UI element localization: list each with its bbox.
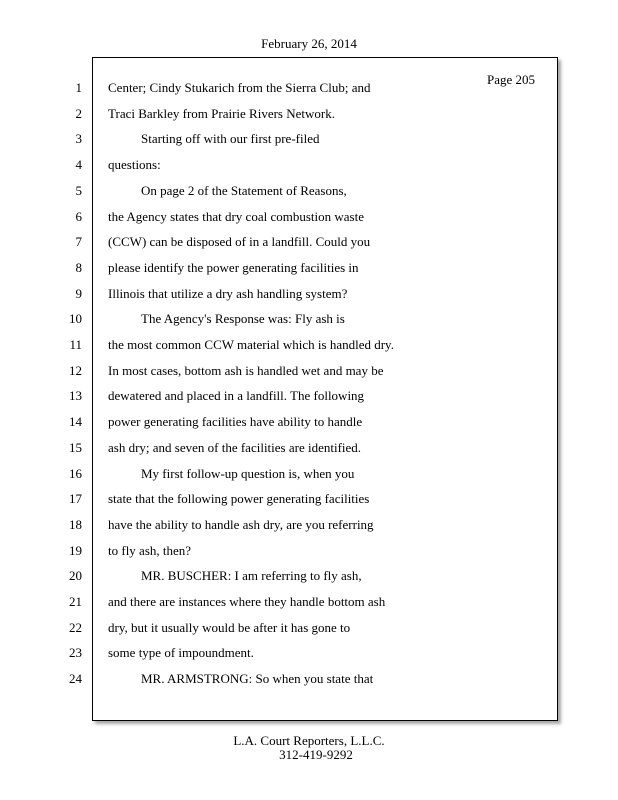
line-number: 16 bbox=[69, 465, 82, 481]
line-number: 19 bbox=[69, 542, 82, 558]
line-text: power generating facilities have ability to handle bbox=[108, 414, 363, 430]
transcript-line bbox=[0, 563, 560, 589]
line-number: 23 bbox=[69, 645, 82, 661]
footer bbox=[0, 734, 618, 762]
line-number: 15 bbox=[69, 439, 82, 455]
header-date: February 26, 2014 bbox=[261, 36, 357, 51]
line-number: 1 bbox=[75, 80, 82, 95]
line-text: the most common CCW material which is handled dry. bbox=[108, 337, 394, 352]
line-number: 7 bbox=[75, 234, 82, 250]
line-text: ash dry; and seven of the facilities are identified. bbox=[108, 439, 362, 455]
transcript-line bbox=[0, 640, 560, 666]
line-text: the Agency states that dry coal combustion waste bbox=[108, 208, 364, 224]
line-text: My first follow-up question is, when you bbox=[141, 465, 355, 481]
line-text: and there are instances where they handle bottom ash bbox=[108, 594, 386, 609]
line-number: 6 bbox=[75, 208, 82, 224]
transcript-line bbox=[0, 306, 560, 332]
transcript-line bbox=[0, 383, 560, 409]
transcript-line bbox=[0, 409, 560, 435]
line-text: MR. ARMSTRONG: So when you state that bbox=[141, 671, 374, 687]
line-number: 4 bbox=[75, 157, 82, 173]
line-text: (CCW) can be disposed of in a landfill. Could you bbox=[108, 234, 371, 250]
line-text: Starting off with our first pre-filed bbox=[141, 131, 320, 147]
line-text: The Agency's Response was: Fly ash is bbox=[141, 311, 345, 327]
transcript-line bbox=[0, 461, 560, 487]
line-number: 5 bbox=[75, 182, 82, 198]
line-text: In most cases, bottom ash is handled wet and may be bbox=[108, 362, 384, 378]
line-text: Center; Cindy Stukarich from the Sierra Club; and bbox=[108, 80, 371, 95]
transcript-line bbox=[0, 486, 560, 512]
line-text: please identify the power generating facilities in bbox=[108, 259, 359, 275]
line-number: 17 bbox=[69, 491, 82, 507]
line-text: Traci Barkley from Prairie Rivers Network. bbox=[108, 105, 335, 121]
line-number: 24 bbox=[69, 671, 82, 687]
line-text: dry, but it usually would be after it has gone to bbox=[108, 619, 351, 635]
line-number: 18 bbox=[69, 516, 82, 532]
transcript-line bbox=[0, 332, 560, 358]
line-number: 8 bbox=[75, 259, 82, 275]
transcript-line bbox=[0, 435, 560, 461]
line-number: 13 bbox=[69, 388, 82, 404]
line-text: MR. BUSCHER: I am referring to fly ash, bbox=[141, 568, 362, 584]
transcript-line bbox=[0, 126, 560, 152]
transcript-line bbox=[0, 101, 560, 127]
line-number: 9 bbox=[75, 285, 82, 301]
line-text: some type of impoundment. bbox=[108, 645, 254, 661]
footer-phone: 312-419-9292 bbox=[279, 747, 353, 762]
line-text: state that the following power generating facilities bbox=[108, 491, 370, 507]
transcript-line bbox=[0, 615, 560, 641]
footer-company: L.A. Court Reporters, L.L.C. bbox=[233, 733, 385, 748]
line-number: 22 bbox=[69, 619, 82, 635]
line-number: 3 bbox=[75, 131, 82, 147]
line-text: have the ability to handle ash dry, are you referring bbox=[108, 516, 374, 532]
transcript-line bbox=[0, 358, 560, 384]
line-text: Illinois that utilize a dry ash handling system? bbox=[108, 285, 348, 301]
line-number: 2 bbox=[75, 105, 82, 121]
transcript-line bbox=[0, 255, 560, 281]
transcript-line bbox=[0, 589, 560, 615]
line-text: On page 2 of the Statement of Reasons, bbox=[141, 182, 347, 198]
line-number: 11 bbox=[69, 337, 82, 352]
transcript-line bbox=[0, 75, 560, 101]
transcript-line bbox=[0, 229, 560, 255]
transcript-line bbox=[0, 178, 560, 204]
line-number: 10 bbox=[69, 311, 82, 327]
line-text: questions: bbox=[108, 157, 161, 173]
line-text: to fly ash, then? bbox=[108, 542, 192, 558]
transcript-line bbox=[0, 152, 560, 178]
line-number: 20 bbox=[69, 568, 82, 584]
line-number: 14 bbox=[69, 414, 82, 430]
page-number: Page 205 bbox=[486, 72, 535, 87]
transcript-line bbox=[0, 666, 560, 692]
transcript-line bbox=[0, 204, 560, 230]
transcript-line bbox=[0, 512, 560, 538]
line-number: 21 bbox=[69, 594, 82, 609]
transcript-line bbox=[0, 281, 560, 307]
line-number: 12 bbox=[69, 362, 82, 378]
line-text: dewatered and placed in a landfill. The following bbox=[108, 388, 365, 404]
transcript-line bbox=[0, 538, 560, 564]
